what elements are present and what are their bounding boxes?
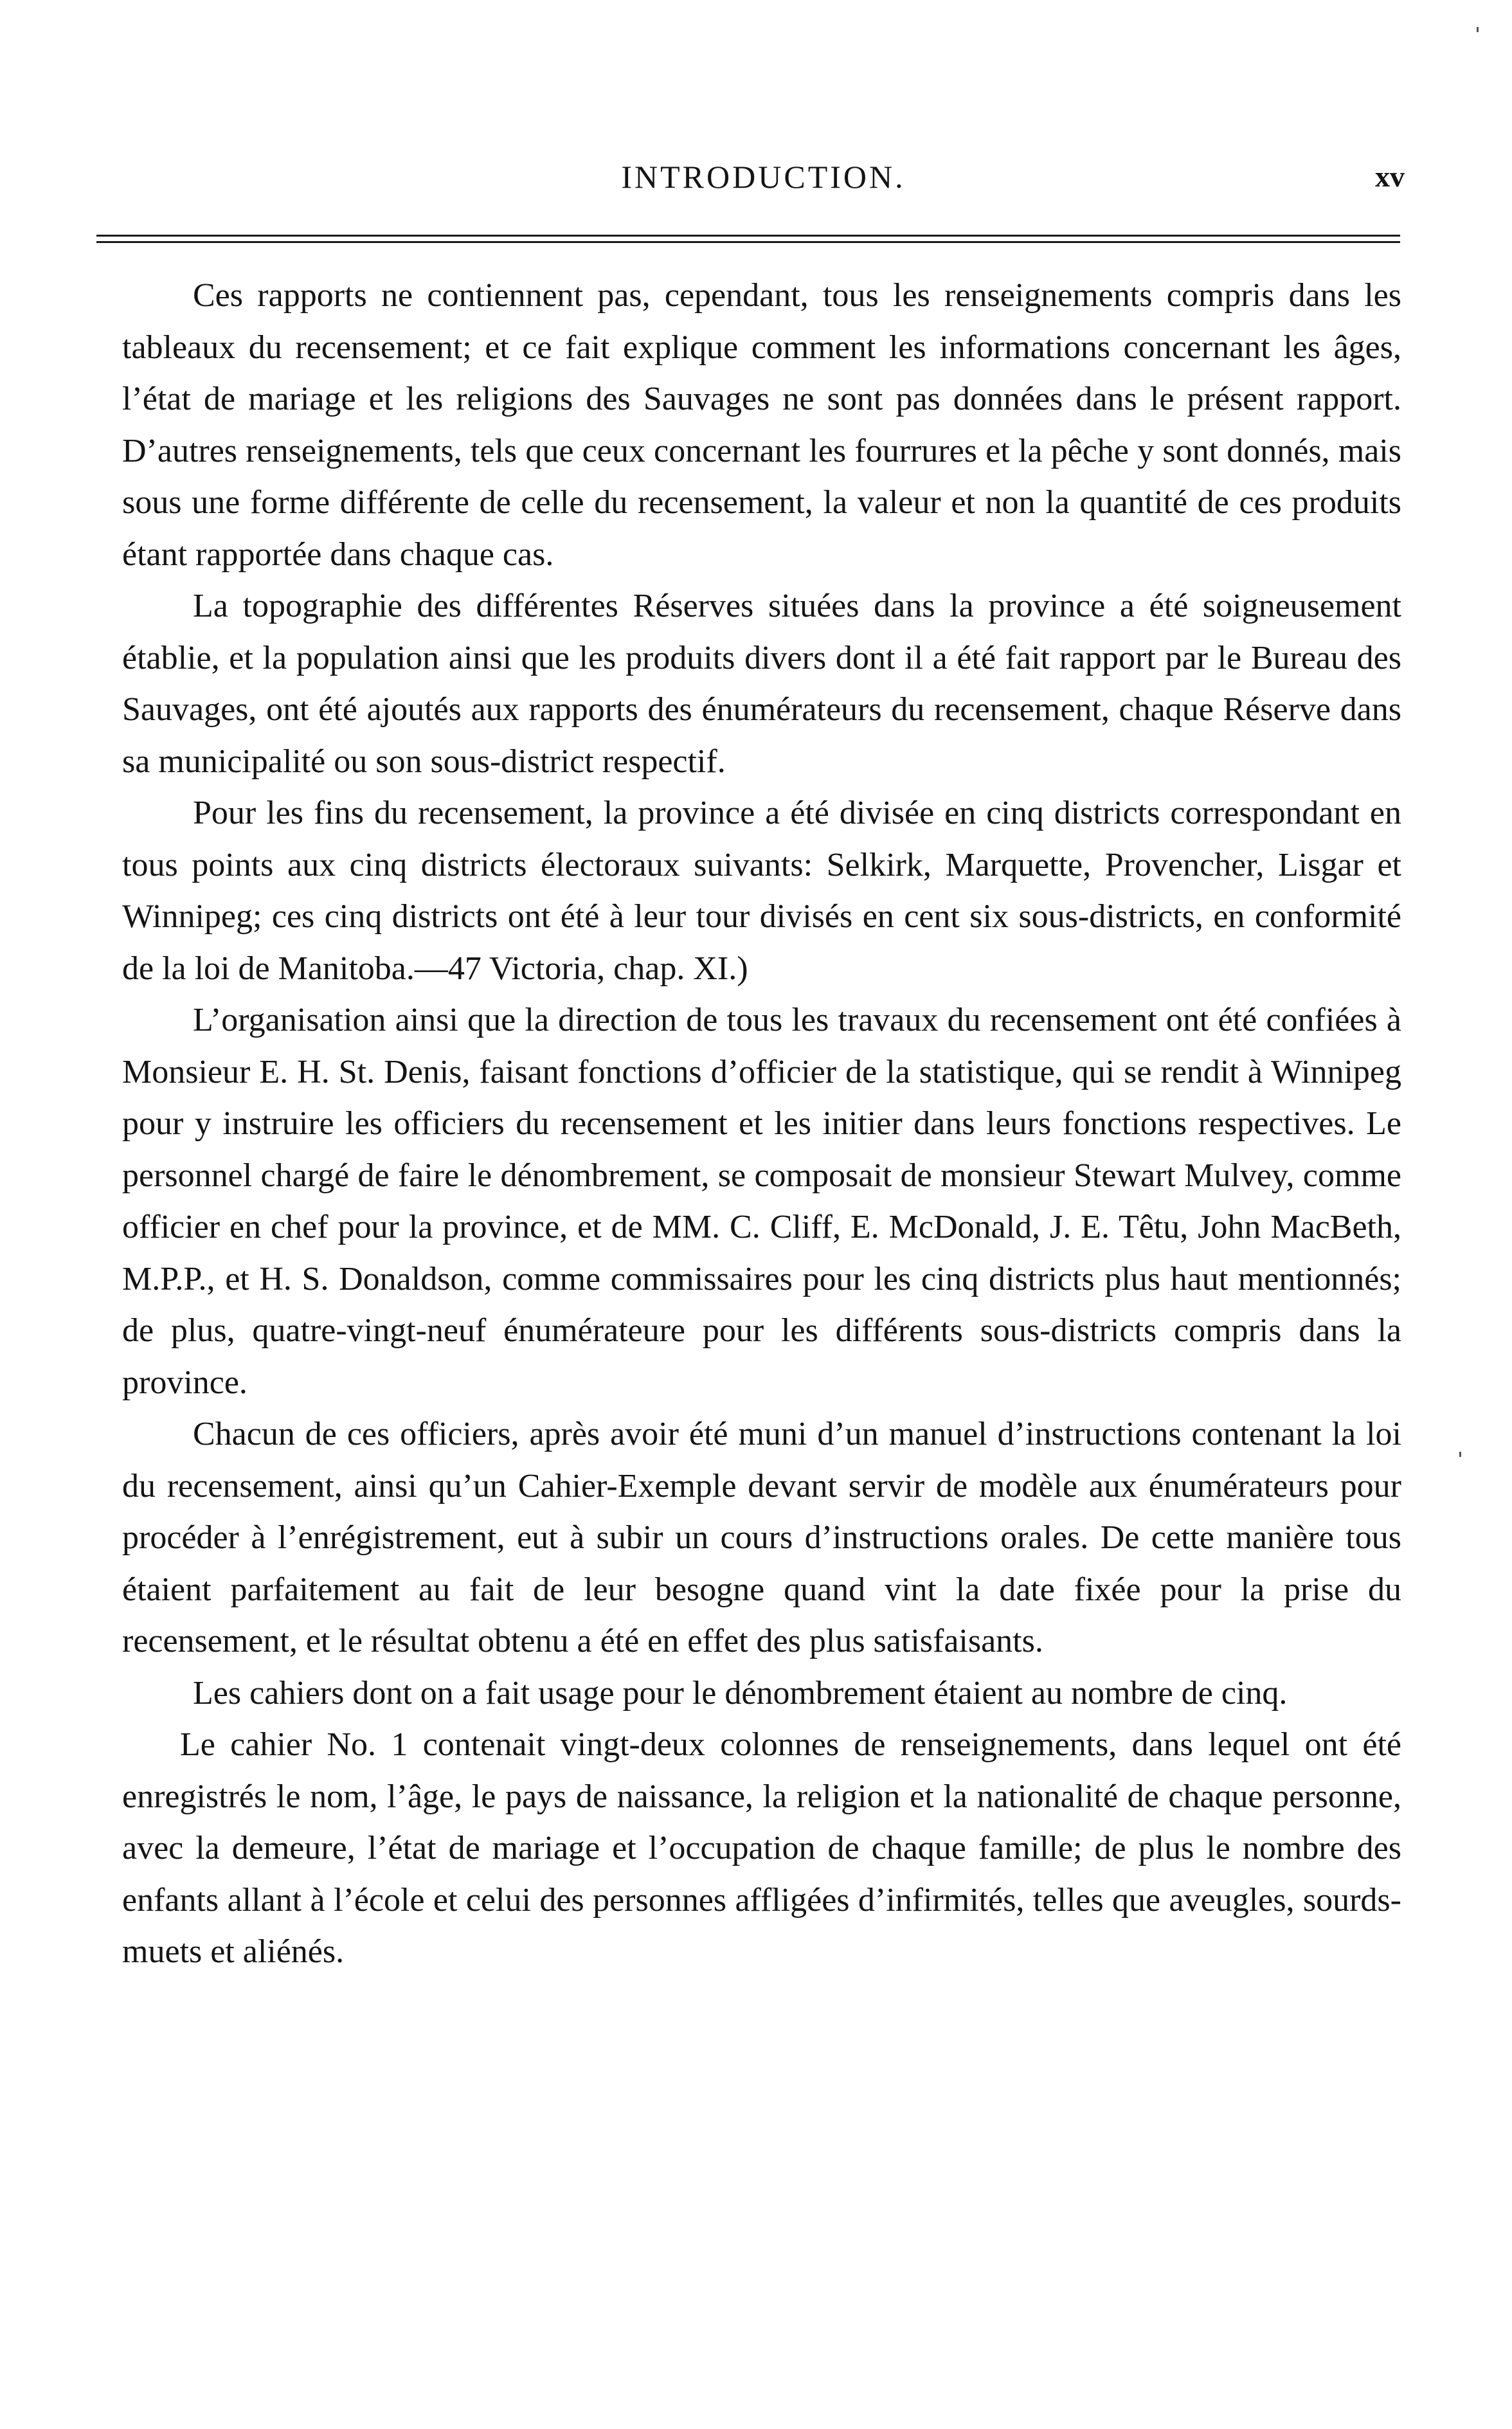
- paragraph-districts: Pour les fins du recensement, la province a été divisée en cinq districts correspondant en tous points aux cinq districts électoraux suivants: Selkirk, Marquette, Provencher, Lisgar et Winnipeg; ces cinq districts ont été à leur tour divisés en cent six sous-districts, en conformité de la loi de Manitoba.—47 Victoria, chap. XI.): [122, 795, 1401, 987]
- scan-speck: [1459, 1452, 1461, 1457]
- paragraph-instructions: Chacun de ces officiers, après avoir été muni d’un manuel d’instructions contenant la loi du recensement, ainsi qu’un Cahier-Exemple devant servir de modèle aux énumérateurs pour procéder à l’enrégistrement, eut à subir un cours d’instructions orales. De cette manière tous étaient parfaitement au fait de leur besogne quand vint la date fixée pour la prise du recensement, et le résultat obtenu a été en effet des plus satisfaisants.: [122, 1416, 1401, 1659]
- paragraph-book-one: Le cahier No. 1 contenait vingt-deux colonnes de renseignements, dans lequel ont été enregistrés le nom, l’âge, le pays de naissance, la religion et la nationalité de chaque personne, avec la demeure, l’état de mariage et l’occupation de chaque famille; de plus le nombre des enfants allant à l’école et celui des personnes affligées d’infirmités, telles que aveugles, sourds-muets et aliénés.: [122, 1726, 1401, 1970]
- paragraph-topography: La topographie des différentes Réserves situées dans la province a été soigneusement établie, et la population ainsi que les produits divers dont il a été fait rapport par le Bureau des Sauvages, ont été ajoutés aux rapports des énumérateurs du recensement, chaque Réserve dans sa municipalité ou son sous-district respectif.: [122, 588, 1401, 780]
- page-number: xv: [1375, 160, 1405, 193]
- running-title: INTRODUCTION.: [621, 159, 906, 195]
- running-head: [122, 154, 1405, 199]
- header-rule-bottom: [96, 241, 1400, 243]
- paragraph-organisation: L’organisation ainsi que la direction de tous les travaux du recensement ont été confiées à Monsieur E. H. St. Denis, faisant fonctions d’officier de la statistique, qui se rendit à Winnipeg pour y instruire les officiers du recensement et les initier dans leurs fonctions respectives. Le personnel chargé de faire le dénombrement, se composait de monsieur Stewart Mulvey, comme officier en chef pour la province, et de MM. C. Cliff, E. McDonald, J. E. Têtu, John MacBeth, M.P.P., et H. S. Donaldson, comme commissaires pour les cinq districts plus haut mentionnés; de plus, quatre-vingt-neuf énumérateure pour les différents sous-districts compris dans la province.: [122, 1002, 1401, 1401]
- paragraph-books-count: Les cahiers dont on a fait usage pour le dénombrement étaient au nombre de cinq.: [193, 1674, 1288, 1711]
- paragraph-reports: Ces rapports ne contiennent pas, cependant, tous les renseignements compris dans les tableaux du recensement; et ce fait explique comment les informations concernant les âges, l’état de mariage et les religions des Sauvages ne sont pas données dans le présent rapport. D’autres renseignements, tels que ceux concernant les fourrures et la pêche y sont donnés, mais sous une forme différente de celle du recensement, la valeur et non la quantité de ces produits étant rapportée dans chaque cas.: [122, 277, 1401, 573]
- scan-speck: [1477, 27, 1479, 32]
- body-text: [122, 270, 1401, 1978]
- header-rule-top: [96, 235, 1400, 237]
